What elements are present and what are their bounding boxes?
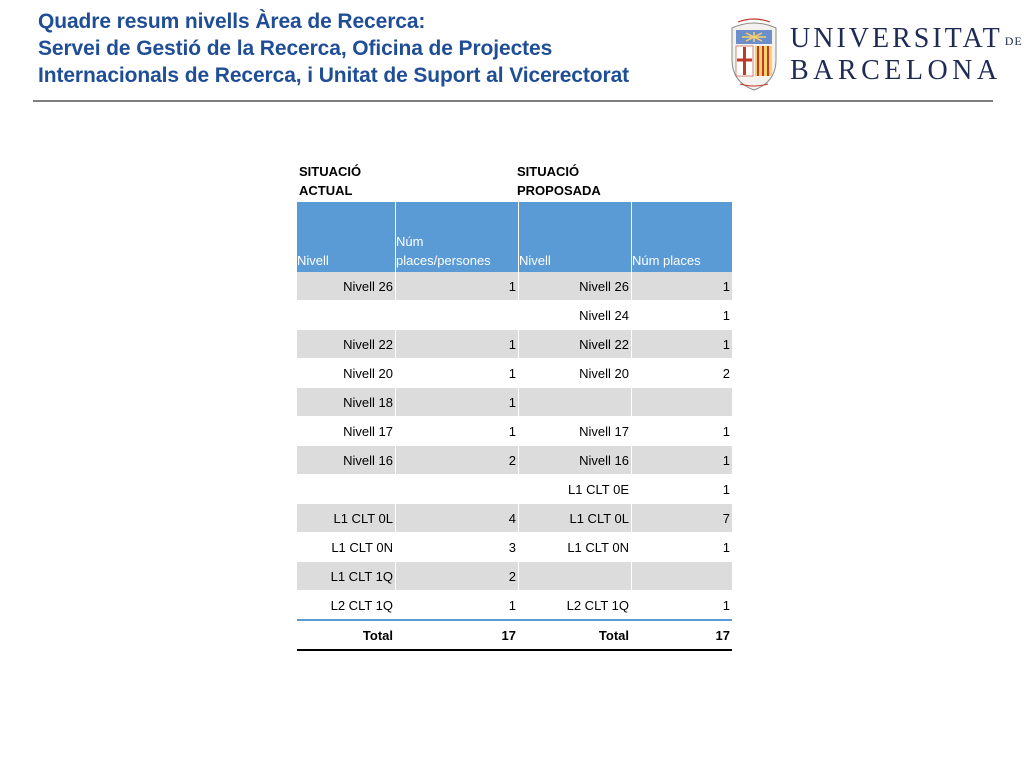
table-cell	[632, 562, 733, 591]
table-cell: L1 CLT 0L	[297, 504, 396, 533]
table-cell: 4	[396, 504, 519, 533]
table-cell: 2	[396, 562, 519, 591]
table-cell: 1	[632, 417, 733, 446]
table-cell: L1 CLT 0L	[519, 504, 632, 533]
table-cell: 1	[632, 446, 733, 475]
table-cell: 1	[632, 272, 733, 301]
university-wordmark	[790, 24, 1023, 86]
table-cell: 3	[396, 533, 519, 562]
table-cell: 7	[632, 504, 733, 533]
table-cell: Nivell 16	[519, 446, 632, 475]
table-cell: 1	[396, 272, 519, 301]
table-row	[297, 388, 732, 417]
table-cell: L2 CLT 1Q	[519, 591, 632, 621]
table-cell: Nivell 16	[297, 446, 396, 475]
table-cell: 1	[396, 359, 519, 388]
table-cell: L1 CLT 0E	[519, 475, 632, 504]
column-header-proposed-places: Núm places	[632, 202, 733, 272]
total-label-proposed: Total	[519, 620, 632, 650]
table-row	[297, 417, 732, 446]
table-cell: 1	[632, 591, 733, 621]
table-row	[297, 446, 732, 475]
header-divider	[33, 100, 993, 102]
group-heading-current: SITUACIÓ ACTUAL	[299, 164, 362, 198]
table-row	[297, 475, 732, 504]
wordmark-line-2: BARCELONA	[790, 55, 1002, 86]
table-cell: L2 CLT 1Q	[297, 591, 396, 621]
table-header-row	[297, 202, 732, 272]
table-cell: Nivell 26	[297, 272, 396, 301]
wordmark-line-1	[790, 24, 1023, 56]
table-cell: L1 CLT 0N	[519, 533, 632, 562]
column-header-current-places: Núm places/persones	[396, 202, 519, 272]
title-line-1: Quadre resum nivells Àrea de Recerca:	[38, 10, 426, 33]
total-value-current: 17	[396, 620, 519, 650]
table-cell: 1	[632, 475, 733, 504]
table-cell: Nivell 20	[297, 359, 396, 388]
table-cell	[297, 475, 396, 504]
table-cell: 2	[396, 446, 519, 475]
table-cell	[297, 301, 396, 330]
table-row	[297, 504, 732, 533]
university-shield-icon	[728, 16, 780, 92]
table-row	[297, 533, 732, 562]
table-cell: L1 CLT 0N	[297, 533, 396, 562]
table-row	[297, 330, 732, 359]
table-cell: 1	[396, 591, 519, 621]
table-cell: Nivell 18	[297, 388, 396, 417]
table-row	[297, 301, 732, 330]
levels-table	[297, 202, 732, 651]
title-line-2: Servei de Gestió de la Recerca, Oficina de Projectes	[38, 37, 553, 60]
table-cell: 1	[396, 417, 519, 446]
total-label-current: Total	[297, 620, 396, 650]
table-cell: 1	[396, 388, 519, 417]
table-cell: Nivell 26	[519, 272, 632, 301]
table-row	[297, 591, 732, 621]
table-cell: 1	[396, 330, 519, 359]
table-cell: 1	[632, 301, 733, 330]
column-header-current-level: Nivell	[297, 202, 396, 272]
table-row	[297, 562, 732, 591]
table-cell	[519, 388, 632, 417]
table-cell	[396, 475, 519, 504]
table-cell: Nivell 22	[519, 330, 632, 359]
university-logo	[728, 16, 1023, 96]
table-cell: Nivell 22	[297, 330, 396, 359]
title-line-3: Internacionals de Recerca, i Unitat de Suport al Vicerectorat	[38, 64, 630, 87]
table-cell	[396, 301, 519, 330]
wordmark-de: DE	[1004, 34, 1023, 48]
table-cell: 1	[632, 533, 733, 562]
table-cell: 1	[632, 330, 733, 359]
table-cell: Nivell 24	[519, 301, 632, 330]
table-cell: L1 CLT 1Q	[297, 562, 396, 591]
table-cell: Nivell 17	[519, 417, 632, 446]
table-cell: Nivell 20	[519, 359, 632, 388]
table-total-row	[297, 620, 732, 650]
table-cell: Nivell 17	[297, 417, 396, 446]
page-title	[38, 8, 728, 89]
table-cell	[519, 562, 632, 591]
group-heading-proposed: SITUACIÓ PROPOSADA	[517, 164, 601, 198]
column-header-proposed-level: Nivell	[519, 202, 632, 272]
wordmark-universitat: UNIVERSITAT	[790, 23, 1003, 54]
table-row	[297, 359, 732, 388]
table-row	[297, 272, 732, 301]
total-value-proposed: 17	[632, 620, 733, 650]
table-cell: 2	[632, 359, 733, 388]
table-cell	[632, 388, 733, 417]
